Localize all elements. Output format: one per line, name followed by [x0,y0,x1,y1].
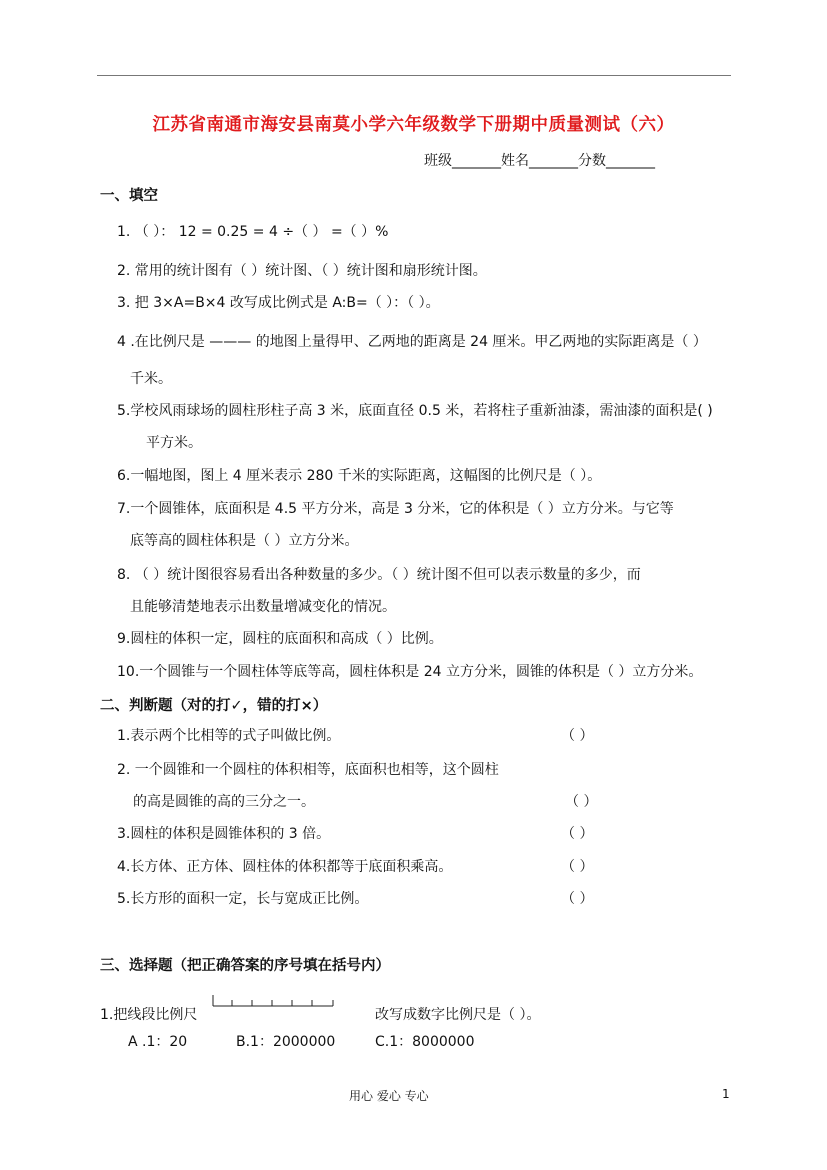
judge-item-2: 2. 一个圆锥和一个圆柱的体积相等，底面积也相等，这个圆柱 [117,762,499,778]
question-1-7: 7.一个圆锥体，底面积是 4.5 平方分米，高是 3 分米，它的体积是（ ）立方分米。与它等 [117,501,674,517]
judge-item-3: 3.圆柱的体积是圆锥体积的 3 倍。 [117,826,331,842]
judge-item-4: 4.长方体、正方体、圆柱体的体积都等于底面积乘高。 [117,859,453,875]
choice-option-b: B.1：2000000 [236,1034,336,1050]
section3-heading: 三、选择题（把正确答案的序号填在括号内） [100,958,390,974]
section1-heading: 一、填空 [100,188,158,204]
judge-bracket-2: （ ） [565,794,598,810]
judge-item-2-cont: 的高是圆锥的高的三分之一。 [133,794,315,810]
question-1-5-cont: 平方米。 [146,435,202,451]
choice-option-c: C.1：8000000 [375,1034,475,1050]
question-1-8-cont: 且能够清楚地表示出数量增减变化的情况。 [130,599,396,615]
question-1-2: 2. 常用的统计图有（ ）统计图、（ ）统计图和扇形统计图。 [117,263,487,279]
judge-bracket-1: （ ） [561,728,594,744]
judge-item-1: 1.表示两个比相等的式子叫做比例。 [117,728,341,744]
page-title: 江苏省南通市海安县南莫小学六年级数学下册期中质量测试（六） [152,115,675,135]
judge-bracket-4: （ ） [561,859,594,875]
choice-question-1-prefix: 1.把线段比例尺 [100,1007,198,1023]
page-number: 1 [722,1087,730,1101]
judge-bracket-3: （ ） [561,826,594,842]
question-1-4-cont: 千米。 [130,371,172,387]
question-1-6: 6.一幅地图，图上 4 厘米表示 280 千米的实际距离，这幅图的比例尺是（ ）。 [117,468,602,484]
question-1-1: 1. （ ）： 12 = 0.25 = 4 ÷（ ） =（ ）% [117,224,389,240]
line-scale-bar-icon [212,995,334,1007]
student-info-line: 班级_______姓名_______分数_______ [424,153,655,169]
page-footer: 用心 爱心 专心 [349,1089,429,1103]
header-rule [97,75,731,76]
judge-bracket-5: （ ） [561,891,594,907]
question-1-10: 10.一个圆锥与一个圆柱体等底等高，圆柱体积是 24 立方分米，圆锥的体积是（ ）立方分米。 [117,664,703,680]
section2-heading: 二、判断题（对的打✓，错的打×） [100,698,328,714]
choice-question-1-suffix: 改写成数字比例尺是（ ）。 [375,1007,541,1023]
question-1-3: 3. 把 3×A=B×4 改写成比例式是 A:B=（ ）：（ ）。 [117,295,440,311]
question-1-9: 9.圆柱的体积一定，圆柱的底面积和高成（ ）比例。 [117,631,443,647]
question-1-7-cont: 底等高的圆柱体积是（ ）立方分米。 [130,533,359,549]
question-1-4: 4 .在比例尺是 ——— 的地图上量得甲、乙两地的距离是 24 厘米。甲乙两地的实际距离是（ ） [117,334,707,350]
question-1-5: 5.学校风雨球场的圆柱形柱子高 3 米，底面直径 0.5 米，若将柱子重新油漆，需油漆的面积是( ) [117,403,713,419]
judge-item-5: 5.长方形的面积一定，长与宽成正比例。 [117,891,369,907]
question-1-8: 8. （ ）统计图很容易看出各种数量的多少。（ ）统计图不但可以表示数量的多少，而 [117,567,641,583]
choice-option-a: A .1：20 [128,1034,188,1050]
